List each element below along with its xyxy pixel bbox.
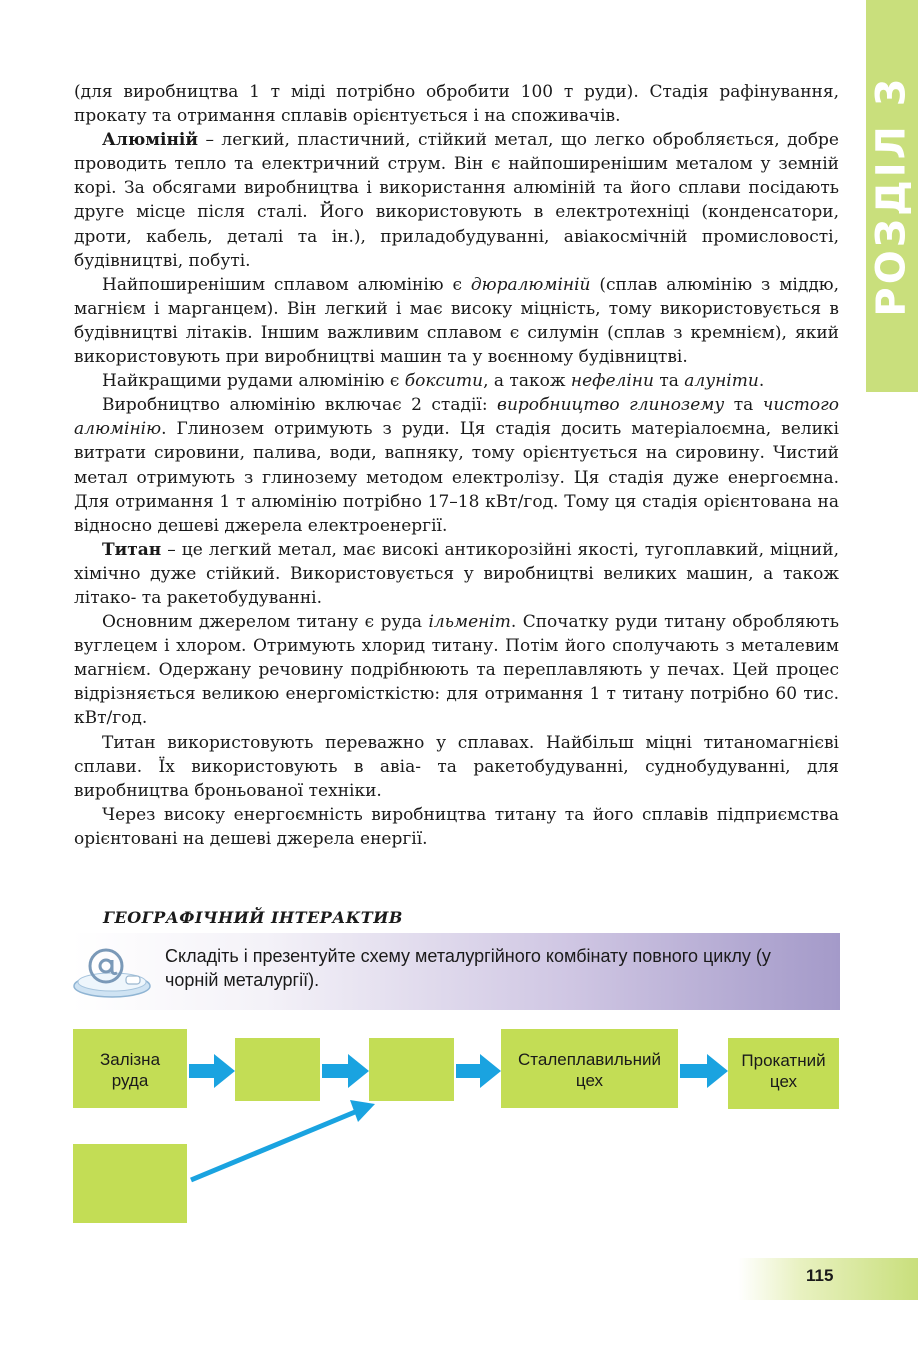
term-duralumin: дюралюміній <box>470 274 591 295</box>
arrow-2 <box>322 1054 369 1088</box>
box-steel-shop-label: Сталеплавильний цех <box>518 1050 661 1090</box>
term-alumina-production: виробництво глинозему <box>497 395 725 416</box>
paragraph-titanium-alloys: Титан використовують переважно у сплавах. Найбільш міцні титаномагнієві сплави. Їх використовують в авіа- та ракетобудуванні, суднобудуванні, для виробництва броньованої техніки. <box>74 732 839 801</box>
term-nepheline: нефеліни <box>570 371 654 392</box>
term-bauxite: боксити <box>404 371 484 392</box>
paragraph-duralumin: Найпоширенішим сплавом алюмінію є дюралюміній (сплав алюмінію з міддю, магнієм і марганцем). Він легкий і має високу міцність, тому використовується в будівництві літаків. Іншим важливим сплавом є силумін (сплав з кремнієм), який використовують при виробництві машин та у воєнному будівництві. <box>74 274 839 368</box>
arrow-1 <box>189 1054 235 1088</box>
paragraph-ilmenite: Основним джерелом титану є руда ільменіт. Спочатку руди титану обробляють вуглецем і хлором. Отримують хлорид титану. Потім його сполучають з металевим магнієм. Одержану речовину подрібнюють та переплавляють у печах. Цей процес відрізняється великою енергомісткістю: для отримання 1 т титану потрібно 60 тис. кВт/год. <box>74 612 839 729</box>
box-rolling-shop-label: Прокатний цех <box>741 1051 826 1091</box>
term-aluminium: Алюміній <box>102 130 198 151</box>
paragraph-ores: Найкращими рудами алюмінію є боксити, а також нефеліни та алуніти. <box>102 371 765 392</box>
section-tab-label: РОЗДІЛ 3 <box>869 75 916 317</box>
interactive-title: ГЕОГРАФІЧНИЙ ІНТЕРАКТИВ <box>103 908 403 927</box>
term-pure-aluminium: чистого алюмінію <box>74 395 839 440</box>
box-iron-ore-label: Залізна руда <box>99 1050 161 1090</box>
term-alunite: алуніти <box>684 371 759 392</box>
arrow-4 <box>680 1054 728 1088</box>
paragraph-aluminium: Алюміній – легкий, пластичний, стійкий метал, що легко обробляється, добре проводить тепло та електричний струм. Він є найпоширенішим металом у земній корі. За обсягами виробництва і використання алюміній та його сплави посідають друге місце після сталі. Його використовують в електротехніці (конденсатори, дроти, кабель, деталі та ін.), приладобудуванні, авіакосмічній промисловості, будівництві, побуті. <box>74 130 839 271</box>
arrow-3 <box>456 1054 501 1088</box>
paragraph-titanium: Титан – це легкий метал, має високі антикорозійні якості, тугоплавкий, міцний, хімічно дуже стійкий. Використовується у виробництві великих машин, а також літако- та ракетобудуванні. <box>74 539 839 608</box>
paragraph-energy: Через високу енергоємність виробництва титану та його сплавів підприємства орієнтовані на дешеві джерела енергії. <box>74 804 839 849</box>
term-titanium: Титан <box>102 539 162 560</box>
arrow-diagonal-line <box>191 1112 355 1180</box>
paragraph-1: (для виробництва 1 т міді потрібно обробити 100 т руди). Стадія рафінування, прокату та отримання сплавів орієнтується і на споживачів. <box>74 82 839 127</box>
task-text: Складіть і презентуйте схему металургійного комбінату повного циклу (у чорній металургії). <box>165 946 771 990</box>
term-ilmenite: ільменіт <box>428 612 511 633</box>
page-number: 115 <box>806 1266 834 1285</box>
paragraph-production-stages: Виробництво алюмінію включає 2 стадії: виробництво глинозему та чистого алюмінію. Глинозем отримують з руди. Ця стадія досить матеріалоємна, великі витрати сировини, палива, води, вапняку, тому орієнтується на сировину. Чистий метал отримують з глинозему методом електролізу. Ця стадія дуже енергоємна. Для отримання 1 т алюмінію потрібно 17–18 кВт/год. Тому ця стадія орієнтована на відносно дешеві джерела електроенергії. <box>74 395 839 536</box>
